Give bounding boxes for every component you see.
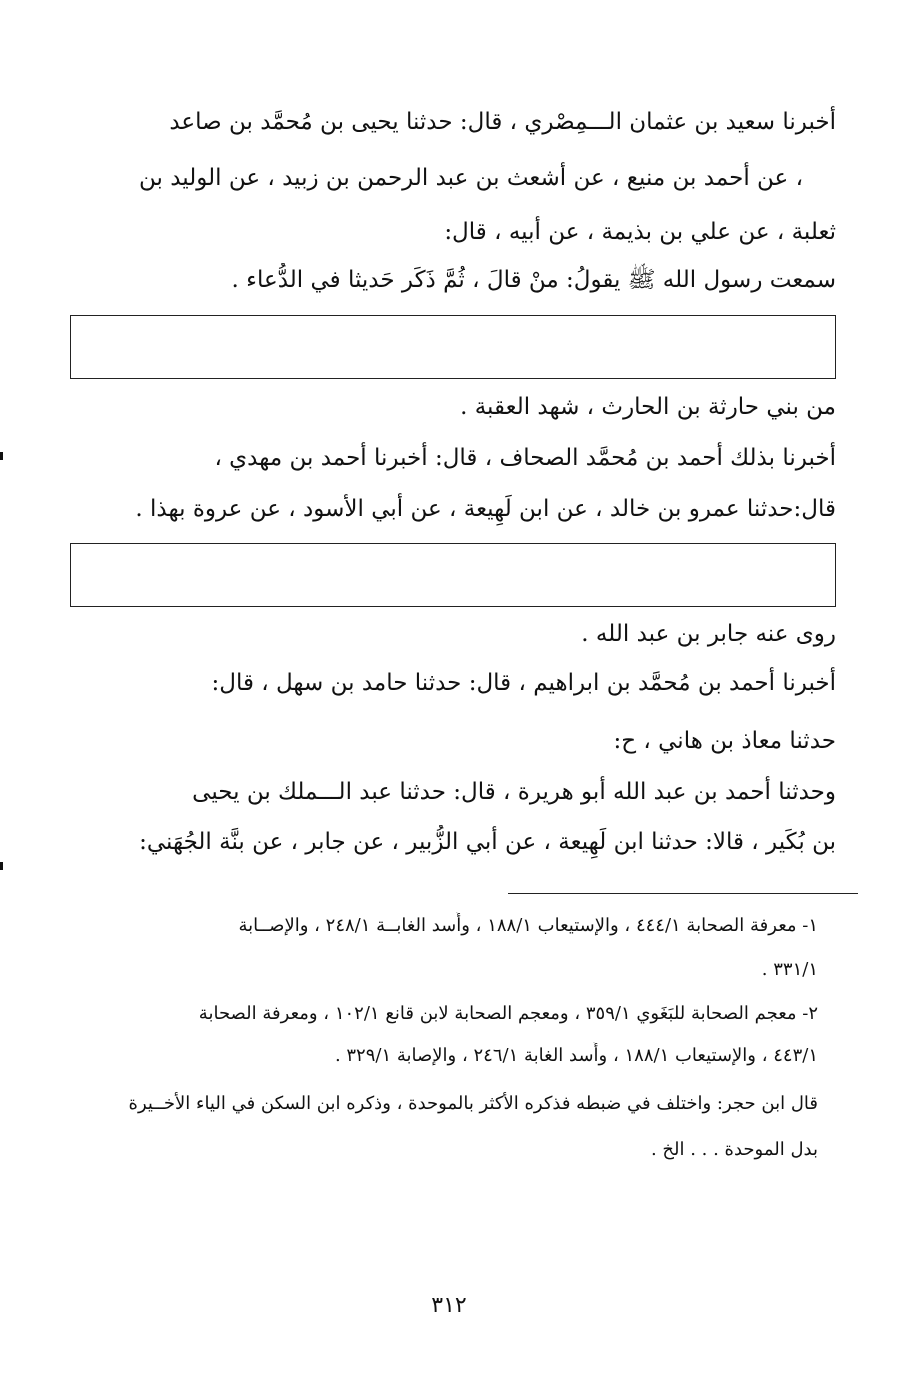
body-line: وحدثنا أحمد بن عبد الله أبو هريرة ، قال: حدثنا عبد الـــملك بن يحيى bbox=[192, 779, 836, 805]
body-line: بن بُكَير ، قالا: حدثنا ابن لَهِيعة ، عن أبي الزُّبير ، عن جابر ، عن بنَّة الجُهَني: bbox=[139, 829, 836, 855]
footnote-line: ٢- معجم الصحابة للبَغَوي ٣٥٩/١ ، ومعجم الصحابة لابن قانع ١٠٢/١ ، ومعرفة الصحابة bbox=[198, 1003, 818, 1024]
page-number: ٣١٢ bbox=[431, 1293, 467, 1318]
footnote-separator bbox=[508, 893, 858, 894]
body-line: ، عن أحمد بن منيع ، عن أشعث بن عبد الرحمن بن زبيد ، عن الوليد بن bbox=[138, 165, 803, 191]
body-line: من بني حارثة بن الحارث ، شهد العقبة . bbox=[460, 394, 836, 420]
entry-heading-122 bbox=[70, 315, 836, 379]
scan-edge-mark bbox=[0, 452, 3, 460]
footnote-line: قال ابن حجر: واختلف في ضبطه فذكره الأكثر بالموحدة ، وذكره ابن السكن في الياء الأخــيرة bbox=[128, 1093, 818, 1114]
footnote-line: ٣٣١/١ . bbox=[761, 959, 818, 980]
body-line: حدثنا معاذ بن هاني ، ح: bbox=[613, 728, 836, 754]
body-line: ثعلبة ، عن علي بن بذيمة ، عن أبيه ، قال: bbox=[444, 219, 836, 245]
entry-heading-123 bbox=[70, 543, 836, 607]
body-line: قال:حدثنا عمرو بن خالد ، عن ابن لَهِيعة ، عن أبي الأسود ، عن عروة بهذا . bbox=[135, 496, 836, 522]
footnote-line: ١- معرفة الصحابة ٤٤٤/١ ، والإستيعاب ١٨٨/١ ، وأُسد الغابــة ٢٤٨/١ ، والإصــابة bbox=[238, 915, 818, 936]
body-line: أخبرنا أحمد بن مُحمَّد بن ابراهيم ، قال: حدثنا حامد بن سهل ، قال: bbox=[211, 670, 836, 696]
scan-edge-mark bbox=[0, 862, 3, 870]
body-line: أخبرنا سعيد بن عثمان الـــمِصْري ، قال: حدثنا يحيى بن مُحمَّد بن صاعد bbox=[169, 109, 836, 135]
body-line: سمعت رسول الله ﷺ يقولُ: منْ قالَ ، ثُمَّ ذَكَر حَديثا في الدُّعاء . bbox=[231, 267, 836, 293]
footnote-line: ٤٤٣/١ ، والإستيعاب ١٨٨/١ ، وأُسد الغابة ٢٤٦/١ ، والإصابة ٣٢٩/١ . bbox=[334, 1045, 818, 1066]
body-line: أخبرنا بذلك أحمد بن مُحمَّد الصحاف ، قال: أخبرنا أحمد بن مهدي ، bbox=[214, 445, 836, 471]
body-line: روى عنه جابر بن عبد الله . bbox=[581, 621, 836, 647]
footnote-line: بدل الموحدة . . . الخ . bbox=[650, 1139, 818, 1160]
